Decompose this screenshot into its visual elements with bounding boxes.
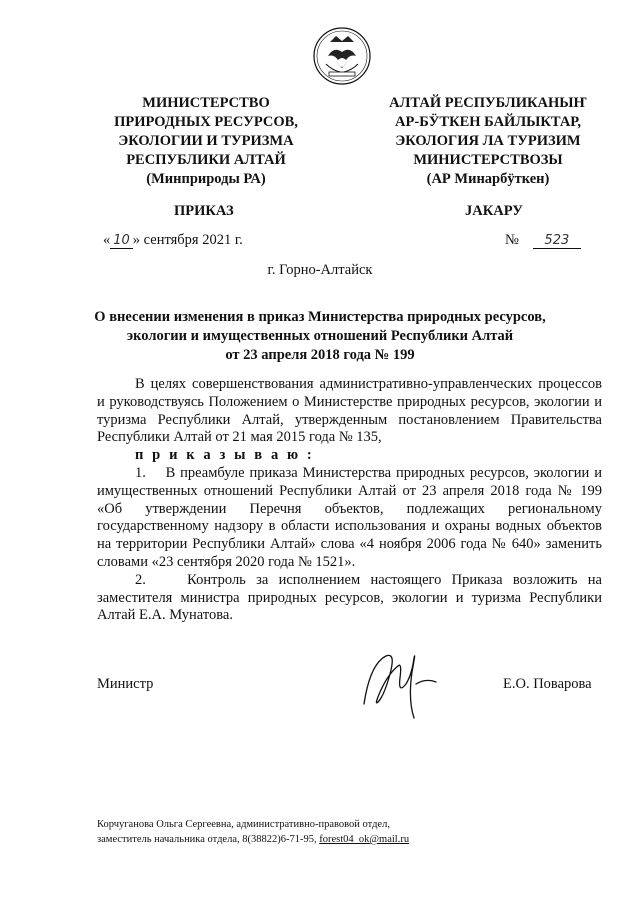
footer-email-link[interactable]: forest04_ok@mail.ru [319,834,410,845]
header-right-line: АЛТАЙ РЕСПУБЛИКАНЫҤ [389,95,587,111]
header-left-line: ПРИРОДНЫХ РЕСУРСОВ, [114,114,298,130]
footer-contact: заместитель начальника отдела, 8(38822)6-71-95, [97,834,320,845]
city: г. Горно-Алтайск [267,262,373,278]
document-title [90,308,550,365]
signatory-name: Е.О. Поварова [503,676,592,692]
header-left-line: МИНИСТЕРСТВО [142,95,270,111]
document-date [103,232,243,249]
executor-footer [97,817,517,847]
document-body [97,376,602,625]
footer-line-2 [97,832,517,847]
doc-type-russian: ПРИКАЗ [174,203,234,219]
doc-type-altai: JАКАРУ [465,203,523,219]
header-right-line: (АР Минарбӱткен) [426,171,550,187]
header-right-line: МИНИСТЕРСТВОЗЫ [413,152,563,168]
header-right-ministry-name [368,94,608,189]
header-left-line: (Минприроды РА) [146,171,266,187]
header-left-line: РЕСПУБЛИКИ АЛТАЙ [126,152,286,168]
title-line: О внесении изменения в приказ Министерства природных ресурсов, [94,309,546,325]
title-line: от 23 апреля 2018 года № 199 [225,347,415,363]
header-left-ministry-name [86,94,326,189]
date-open-quote: « [103,232,111,248]
date-day-handwritten: 10 [110,233,133,249]
title-line: экологии и имущественных отношений Республики Алтай [126,328,514,344]
header-right-line: ЭКОЛОГИЯ ЛА ТУРИЗИМ [395,133,581,149]
footer-line-1: Корчуганова Ольга Сергеевна, административно-правовой отдел, [97,819,390,830]
body-item-2: 2. Контроль за исполнением настоящего Приказа возложить на заместителя министра природных ресурсов, экологии и туризма Республики Алтай Е.А. Мунатова. [97,571,602,624]
coat-of-arms-emblem [312,26,372,86]
handwritten-signature [356,644,446,724]
date-month-year: » сентября 2021 г. [132,232,243,248]
number-value-handwritten: 523 [533,233,581,249]
header-right-line: АР-БӰТКЕН БАЙЛЫКТАР, [395,114,581,130]
document-number [505,232,581,249]
body-intro-paragraph: В целях совершенствования административно-управленческих процессов и руководствуясь Положением о Министерстве природных ресурсов, экологии и туризма Республики Алтай, утвержденным постановлением Правительства Республики Алтай от 21 мая 2015 года № 135, [97,376,602,446]
signatory-position: Министр [97,676,154,692]
body-order-word: п р и к а з ы в а ю : [135,447,315,464]
header-left-line: ЭКОЛОГИИ И ТУРИЗМА [118,133,294,149]
body-item-1: 1. В преамбуле приказа Министерства природных ресурсов, экологии и имущественных отношений Республики Алтай от 23 апреля 2018 года № 199 «Об утверждении Перечня объектов, подлежащих региональному государственному надзору в области использования и охраны водных объектов на территории Республики Алтай» слова «4 ноября 2006 года № 640» заменить словами «23 сентября 2020 года № 1521». [97,464,602,570]
number-label: № [505,232,519,248]
